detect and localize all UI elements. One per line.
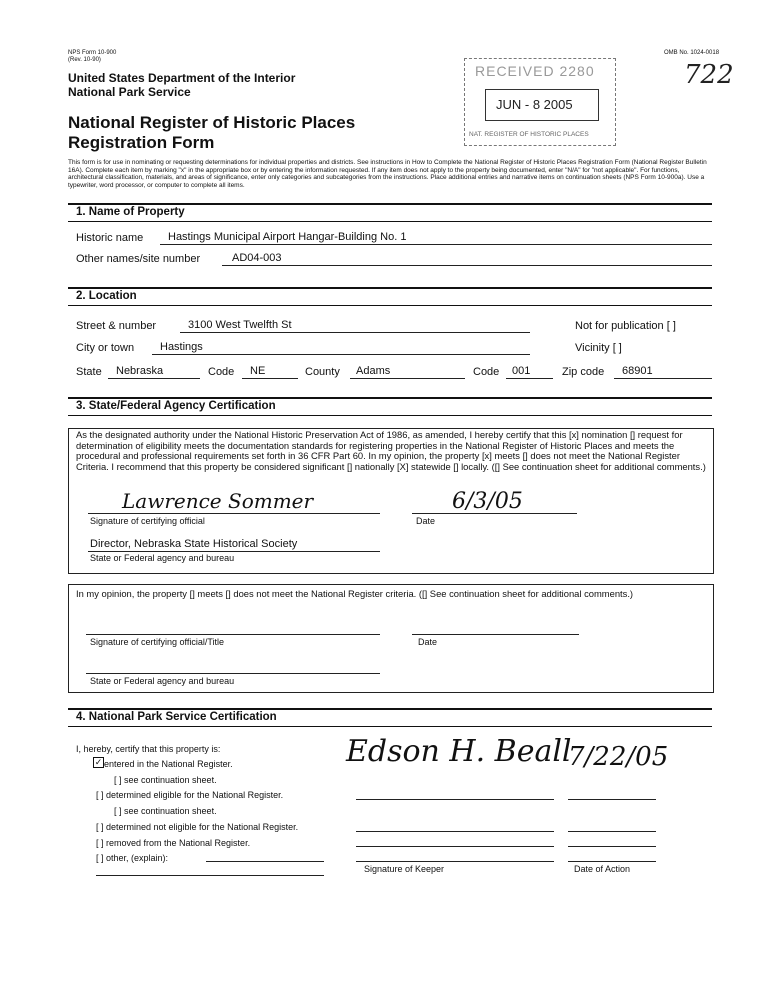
action-line-4 (568, 846, 656, 847)
section-4-title: 4. National Park Service Certification (76, 711, 277, 723)
historic-name-line (160, 244, 712, 245)
handwritten-number: 722 (684, 60, 734, 90)
agency-field[interactable]: Director, Nebraska State Historical Society (90, 538, 298, 550)
certifying-signature: Lawrence Sommer (122, 489, 314, 513)
not-for-publication-checkbox[interactable]: Not for publication [ ] (575, 320, 676, 332)
explain-line-2 (96, 875, 324, 876)
date-label: Date (416, 516, 436, 526)
opinion-text: In my opinion, the property [] meets [] does not meet the National Register criteria. ([] See continuation sheet for additional comments.) (76, 588, 634, 599)
omb-number: OMB No. 1024-0018 (664, 50, 720, 56)
signature2-line (86, 634, 380, 635)
agency2-label: State or Federal agency and bureau (90, 676, 235, 686)
state-label: State (76, 366, 102, 378)
section-1-title: 1. Name of Property (76, 206, 185, 218)
county-code-label: Code (473, 366, 500, 378)
other-names-field[interactable]: AD04-003 (232, 252, 282, 264)
county-line (350, 378, 465, 379)
zip-line (614, 378, 712, 379)
date-line (412, 513, 577, 514)
nps-item-not-eligible[interactable]: [ ] determined not eligible for the National Register. (96, 822, 299, 832)
zip-field[interactable]: 68901 (622, 365, 653, 377)
action-line-2 (568, 799, 656, 800)
zip-label: Zip code (562, 366, 605, 378)
agency-label: State or Federal agency and bureau (90, 553, 235, 563)
nps-item-continuation-1[interactable]: [ ] see continuation sheet. (114, 775, 217, 785)
state-code-field[interactable]: NE (250, 365, 266, 377)
stamp-received: RECEIVED 2280 (475, 63, 595, 79)
other-names-line (222, 265, 712, 266)
state-line (108, 378, 200, 379)
historic-name-label: Historic name (76, 232, 144, 244)
page-subtitle: Registration Form (68, 133, 215, 152)
signature-keeper-label: Signature of Keeper (364, 864, 445, 874)
historic-name-field[interactable]: Hastings Municipal Airport Hangar-Building No. 1 (168, 231, 407, 243)
date2-line (412, 634, 579, 635)
signature-line (88, 513, 380, 514)
street-field[interactable]: 3100 West Twelfth St (188, 319, 292, 331)
section-2-title: 2. Location (76, 290, 137, 302)
nps-item-continuation-2[interactable]: [ ] see continuation sheet. (114, 806, 217, 816)
street-line (180, 332, 530, 333)
service: National Park Service (68, 85, 191, 99)
keeper-signature: Edson H. Beall (346, 734, 572, 769)
county-field[interactable]: Adams (356, 365, 391, 377)
section-1-header (68, 203, 712, 222)
nps-item-removed[interactable]: [ ] removed from the National Register. (96, 838, 251, 848)
entered-checkbox[interactable]: ✓ (94, 757, 103, 767)
city-label: City or town (76, 342, 135, 354)
section-4-header (68, 708, 712, 727)
signature-label: Signature of certifying official (90, 516, 205, 526)
certification-text: As the designated authority under the National Historic Preservation Act of 1986, as amended, I hereby certify that this [x] nomination [] request for determination of eligibility meets the documentation standards for registering properties in the National Register of Historic Places and meets the procedural and professional requirements set forth in 36 CFR Part 60. In my opinion, the property [x] meets [] does not meet the National Register Criteria. I recommend that this property be considered significant [] nationally [X] statewide [] locally. ([] See continuation sheet for additional comments.) (76, 429, 706, 472)
state-code-line (242, 378, 298, 379)
date2-label: Date (418, 637, 438, 647)
certification-date: 6/3/05 (452, 489, 523, 514)
date-of-action-label: Date of Action (574, 864, 631, 874)
street-label: Street & number (76, 320, 157, 332)
form-number: NPS Form 10-900 (68, 50, 117, 56)
state-code-label: Code (208, 366, 235, 378)
agency-line (88, 551, 380, 552)
nps-intro: I, hereby, certify that this property is: (76, 744, 221, 754)
keeper-line-2 (356, 799, 554, 800)
section-3-title: 3. State/Federal Agency Certification (76, 400, 276, 412)
explain-line-1 (206, 861, 324, 862)
signature2-label: Signature of certifying official/Title (90, 637, 225, 647)
received-stamp (464, 58, 616, 146)
stamp-date: JUN - 8 2005 (496, 97, 573, 112)
page-title: National Register of Historic Places (68, 113, 356, 132)
other-names-label: Other names/site number (76, 253, 201, 265)
county-label: County (305, 366, 340, 378)
stamp-date-box (485, 89, 599, 121)
action-date: 7/22/05 (568, 742, 669, 772)
nps-item-eligible[interactable]: [ ] determined eligible for the National Register. (96, 790, 284, 800)
nps-item-entered: entered in the National Register. (104, 759, 233, 769)
agency2-line (86, 673, 380, 674)
stamp-office: NAT. REGISTER OF HISTORIC PLACES (469, 131, 589, 138)
city-field[interactable]: Hastings (160, 341, 203, 353)
department: United States Department of the Interior (68, 71, 296, 85)
state-field[interactable]: Nebraska (116, 365, 164, 377)
section-3-header (68, 397, 712, 416)
city-line (152, 354, 530, 355)
keeper-line-4 (356, 846, 554, 847)
keeper-line-3 (356, 831, 554, 832)
section-2-header (68, 287, 712, 306)
nps-item-other[interactable]: [ ] other, (explain): (96, 853, 169, 863)
county-code-field[interactable]: 001 (512, 365, 531, 377)
vicinity-checkbox[interactable]: Vicinity [ ] (575, 342, 622, 354)
keeper-line-5 (356, 861, 554, 862)
form-instructions: This form is for use in nominating or requesting determinations for individual properties and districts. See instructions in How to Complete the National Register of Historic Places Registration Form (National Register Bulletin 16A). Complete each item by marking "x" in the appropriate box or by entering the information requested. If any item does not apply to the property being documented, enter "N/A" for "not applicable". For functions, architectural classification, materials, and areas of significance, enter only categories and subcategories from the instructions. Place additional entries and narrative items on continuation sheets (NPS Form 10-900a). Use a typewriter, word processor, or computer to complete all items. (68, 159, 707, 189)
county-code-line (506, 378, 553, 379)
action-line-3 (568, 831, 656, 832)
form-revision: (Rev. 10-90) (68, 57, 101, 63)
action-line-5 (568, 861, 656, 862)
